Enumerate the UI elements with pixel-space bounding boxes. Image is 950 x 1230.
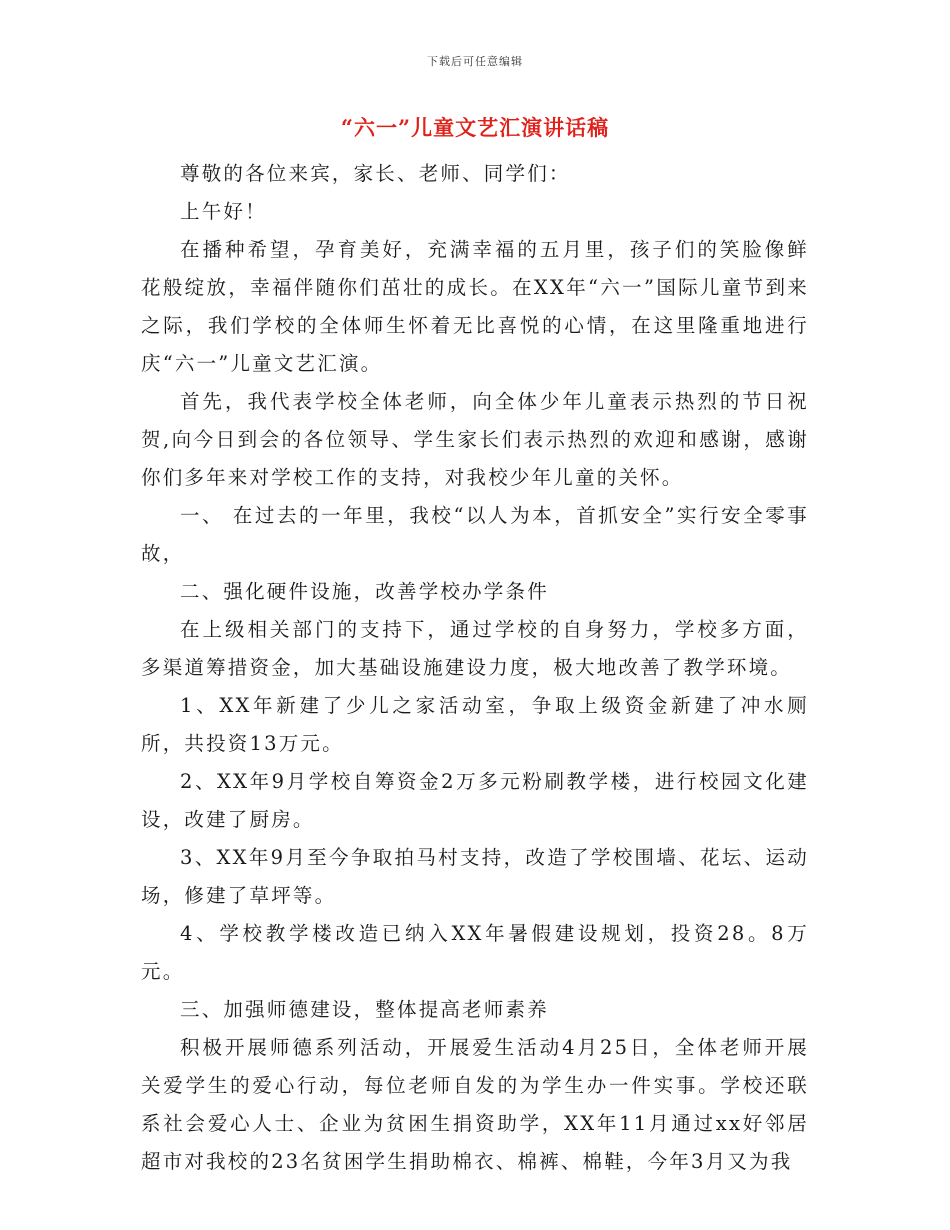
paragraph: 积极开展师德系列活动，开展爱生活动4月25日，全体老师开展关爱学生的爱心行动，每位老师自发的为学生办一件实事。学校还联系社会爱心人士、企业为贫困生捐资助学，XX年11月通过xx好邻居超市对我校的23名贫困学生捐助棉衣、棉裤、棉鞋，今年3月又为我 [141, 1036, 809, 1173]
paragraph: 一、 在过去的一年里，我校“以人为本，首抓安全”实行安全零事故， [141, 504, 809, 565]
list-item: 2、XX年9月学校自筹资金2万多元粉刷教学楼，进行校园文化建设，改建了厨房。 [141, 770, 809, 831]
paragraph: 在上级相关部门的支持下，通过学校的自身努力，学校多方面，多渠道筹措资金，加大基础设施建设力度，极大地改善了教学环境。 [141, 618, 809, 679]
list-item: 1、XX年新建了少儿之家活动室，争取上级资金新建了冲水厕所，共投资13万元。 [141, 694, 809, 755]
paragraph: 首先，我代表学校全体老师，向全体少年儿童表示热烈的节日祝贺,向今日到会的各位领导、学生家长们表示热烈的欢迎和感谢，感谢你们多年来对学校工作的支持，对我校少年儿童的关怀。 [141, 390, 809, 489]
document-body [141, 155, 809, 1181]
section-heading: 三、加强师德建设，整体提高老师素养 [180, 998, 549, 1021]
paragraph-greeting: 上午好！ [180, 200, 267, 223]
list-item: 4、学校教学楼改造已纳入XX年暑假建设规划，投资28。8万元。 [141, 922, 809, 983]
paragraph: 在播种希望，孕育美好，充满幸福的五月里，孩子们的笑脸像鲜花般绽放，幸福伴随你们茁壮的成长。在XX年“六一”国际儿童节到来之际，我们学校的全体师生怀着无比喜悦的心情，在这里隆重地进行庆“六一”儿童文艺汇演。 [141, 238, 809, 375]
document-title: “六一”儿童文艺汇演讲话稿 [340, 115, 610, 140]
paragraph-salutation: 尊敬的各位来宾，家长、老师、同学们： [180, 162, 571, 185]
section-heading: 二、强化硬件设施，改善学校办学条件 [180, 580, 549, 603]
list-item: 3、XX年9月至今争取拍马村支持，改造了学校围墙、花坛、运动场，修建了草坪等。 [141, 846, 809, 907]
page-header-note: 下载后可任意编辑 [427, 55, 523, 68]
